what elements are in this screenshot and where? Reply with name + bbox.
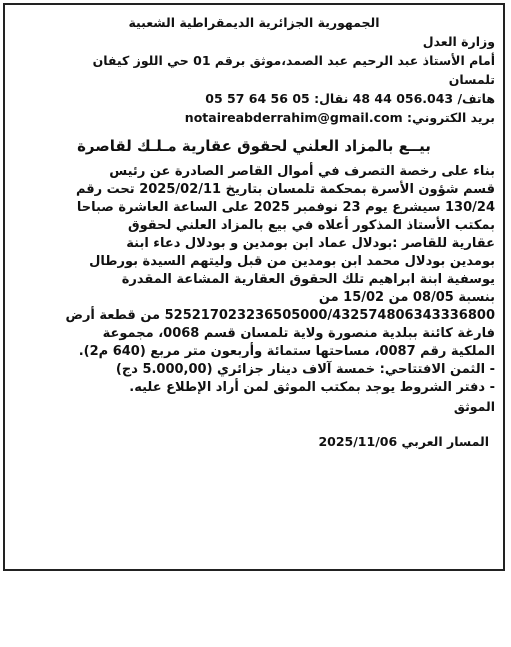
notary-signature: الموثق [453, 399, 495, 414]
body-line: فارغة كائنة ببلدية منصورة ولاية تلمسان قسم 0068، مجموعة [102, 326, 495, 341]
notice-body [13, 163, 495, 397]
ministry-line: وزارة العدل [422, 34, 495, 49]
phone-line [13, 89, 495, 108]
email-label: بريد الكتروني: [407, 110, 495, 125]
body-line: يوسفية ابنة ابراهيم تلك الحقوق العقارية المشاعة المقدرة [121, 272, 495, 287]
body-line: 525217023236505000/432574806343336800 من قطعة أرض [65, 308, 495, 323]
country-heading: الجمهورية الجزائرية الديمقراطية الشعبية [128, 15, 380, 30]
body-line: عقارية للقاصر :بودلال عماد ابن بومدين و بودلال دعاء ابنة [126, 236, 495, 251]
newspaper-name: المسار العربي [401, 434, 489, 449]
email-line [13, 108, 495, 127]
body-line: 130/24 سيشرع يوم 23 نوفمبر 2025 على الساعة العاشرة صباحا [76, 200, 495, 215]
publication-line [13, 434, 495, 449]
phone-numbers: 056.043 44 48 نقال: 05 56 64 57 05 [205, 91, 454, 106]
notary-office-line: أمام الأستاذ عبد الرحيم عبد الصمد،موثق برقم 01 حي اللوز كيفان [92, 53, 495, 68]
city-line: تلمسان [448, 72, 495, 87]
body-line: بنسبة 08/05 من 15/02 من [318, 290, 495, 305]
legal-notice-frame [3, 3, 505, 571]
body-line: الملكية رقم 0087، مساحتها ستمائة وأربعون متر مربع (640 م2). [78, 344, 495, 359]
body-line: قسم شؤون الأسرة بمحكمة تلمسان بتاريخ 2025/02/11 تحت رقم [75, 182, 495, 197]
body-line: بناء على رخصة التصرف في أموال القاصر الصادرة عن رئيس [109, 164, 495, 179]
body-line: بومدين بودلال محمد ابن بومدين من قبل وليتهم السيدة بورطال [89, 254, 495, 269]
body-line: - الثمن الافتتاحي: خمسة آلاف دينار جزائري (5.000,00 دج) [115, 362, 495, 377]
email-address: notaireabderrahim@gmail.com [184, 110, 403, 125]
blank-margin [0, 575, 511, 647]
publication-date: 2025/11/06 [318, 434, 398, 449]
body-line: - دفتر الشروط يوجد بمكتب الموثق لمن أراد الإطلاع عليه. [129, 380, 495, 395]
phone-label: هاتف/ [457, 91, 495, 106]
body-line: بمكتب الأستاذ المذكور أعلاه في بيع بالمزاد العلني لحقوق [128, 218, 495, 233]
notice-title: بيــع بالمزاد العلني لحقوق عقارية مـلـك لقاصرة [77, 137, 431, 155]
